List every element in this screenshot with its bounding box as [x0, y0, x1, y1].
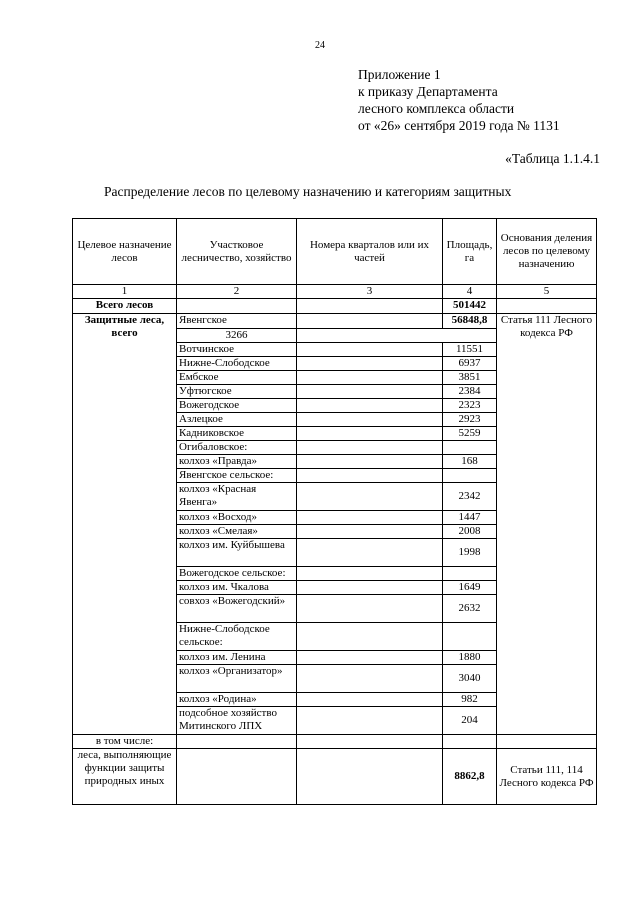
area-value: [443, 623, 497, 651]
protective-row: [73, 314, 597, 329]
forestry-name: колхоз «Восход»: [177, 511, 297, 525]
area-value: 2632: [443, 595, 497, 623]
forestry-name: колхоз «Правда»: [177, 455, 297, 469]
quarters-cell: [297, 483, 443, 511]
including-row: [73, 735, 597, 749]
area-value: 11551: [443, 343, 497, 357]
including-label: в том числе:: [73, 735, 177, 749]
area-value: 982: [443, 693, 497, 707]
area-value: 2923: [443, 413, 497, 427]
area-value: 3851: [443, 371, 497, 385]
quarters-cell: [297, 399, 443, 413]
area-value: 2384: [443, 385, 497, 399]
last-label: леса, выполняющие функции защиты природных иных: [73, 749, 177, 805]
forestry-name: Нижне-Слободское сельское:: [177, 623, 297, 651]
quarters-cell: [297, 441, 443, 455]
forestry-name: Явенгское сельское:: [177, 469, 297, 483]
quarters-cell: [297, 707, 443, 735]
quarters-cell: [297, 595, 443, 623]
quarters-cell: [297, 665, 443, 693]
quarters-cell: [297, 469, 443, 483]
area-value: 3040: [443, 665, 497, 693]
forestry-name: Вотчинское: [177, 343, 297, 357]
area-value: [443, 567, 497, 581]
column-number: 1: [73, 285, 177, 299]
appendix-line-2: к приказу Департамента: [358, 84, 498, 99]
quarters-cell: [297, 314, 443, 329]
area-value: 1447: [443, 511, 497, 525]
appendix-line-1: Приложение 1: [358, 67, 441, 82]
quarters-cell: [297, 511, 443, 525]
forestry-name: совхоз «Вожегодский»: [177, 595, 297, 623]
forestry-name: колхоз «Смелая»: [177, 525, 297, 539]
forestry-name: подсобное хозяйство Митинского ЛПХ: [177, 707, 297, 735]
forestry-name: колхоз «Красная Явенга»: [177, 483, 297, 511]
forestry-name: Вожегодское сельское:: [177, 567, 297, 581]
quarters-cell: [297, 413, 443, 427]
area-value: 1880: [443, 651, 497, 665]
forestry-name: колхоз «Организатор»: [177, 665, 297, 693]
protective-basis: Статья 111 Лесного кодекса РФ: [497, 314, 597, 735]
quarters-cell: [297, 455, 443, 469]
header-purpose: Целевое назначение лесов: [73, 219, 177, 285]
quarters-cell: [297, 525, 443, 539]
forestry-name: Уфтюгское: [177, 385, 297, 399]
document-title: Распределение лесов по целевому назначению и категориям защитных: [104, 184, 512, 199]
area-value: 1649: [443, 581, 497, 595]
quarters-cell: [297, 651, 443, 665]
forestry-name: колхоз им. Куйбышева: [177, 539, 297, 567]
forestry-name: колхоз им. Ленина: [177, 651, 297, 665]
total-label: Всего лесов: [73, 299, 177, 314]
appendix-block: [358, 66, 628, 134]
page-number: 24: [315, 40, 325, 51]
column-number-row: [73, 285, 597, 299]
header-basis: Основания деления лесов по целевому назначению: [497, 219, 597, 285]
forestry-name: Азлецкое: [177, 413, 297, 427]
area-value: 2008: [443, 525, 497, 539]
last-area: 8862,8: [443, 749, 497, 805]
area-value: 168: [443, 455, 497, 469]
area-value: 204: [443, 707, 497, 735]
quarters-cell: [297, 693, 443, 707]
appendix-line-4: от «26» сентября 2019 года № 1131: [358, 118, 560, 133]
column-number: 4: [443, 285, 497, 299]
header-area: Площадь, га: [443, 219, 497, 285]
column-number: 5: [497, 285, 597, 299]
forestry-name: Кадниковское: [177, 427, 297, 441]
area-value: 6937: [443, 357, 497, 371]
last-row: [73, 749, 597, 805]
forest-distribution-table: [72, 218, 597, 805]
quarters-cell: [297, 371, 443, 385]
appendix-line-3: лесного комплекса области: [358, 101, 515, 116]
forestry-name: Огибаловское:: [177, 441, 297, 455]
quarters-cell: [297, 539, 443, 567]
quarters-cell: [297, 357, 443, 371]
forestry-name: Ембское: [177, 371, 297, 385]
protective-label: Защитные леса, всего: [73, 314, 177, 735]
table-reference: «Таблица 1.1.4.1: [505, 151, 600, 166]
area-value: 1998: [443, 539, 497, 567]
forestry-name: колхоз «Родина»: [177, 693, 297, 707]
header-row: [73, 219, 597, 285]
header-quarters: Номера кварталов или их частей: [297, 219, 443, 285]
protective-area: 56848,8: [443, 314, 497, 329]
header-forestry: Участковое лесничество, хозяйство: [177, 219, 297, 285]
area-value: [443, 469, 497, 483]
quarters-cell: [297, 567, 443, 581]
forestry-name: Нижне-Слободское: [177, 357, 297, 371]
forestry-name: Явенгское: [177, 314, 297, 329]
column-number: 2: [177, 285, 297, 299]
area-value: 3266: [177, 329, 297, 343]
column-number: 3: [297, 285, 443, 299]
area-value: [443, 441, 497, 455]
forestry-name: колхоз им. Чкалова: [177, 581, 297, 595]
quarters-cell: [297, 427, 443, 441]
quarters-cell: [297, 581, 443, 595]
forestry-name: Вожегодское: [177, 399, 297, 413]
quarters-cell: [297, 343, 443, 357]
total-row: [73, 299, 597, 314]
quarters-cell: [297, 385, 443, 399]
total-area: 501442: [443, 299, 497, 314]
area-value: 2323: [443, 399, 497, 413]
area-value: 5259: [443, 427, 497, 441]
quarters-cell: [297, 623, 443, 651]
area-value: 2342: [443, 483, 497, 511]
last-basis: Статьи 111, 114 Лесного кодекса РФ: [497, 749, 597, 805]
